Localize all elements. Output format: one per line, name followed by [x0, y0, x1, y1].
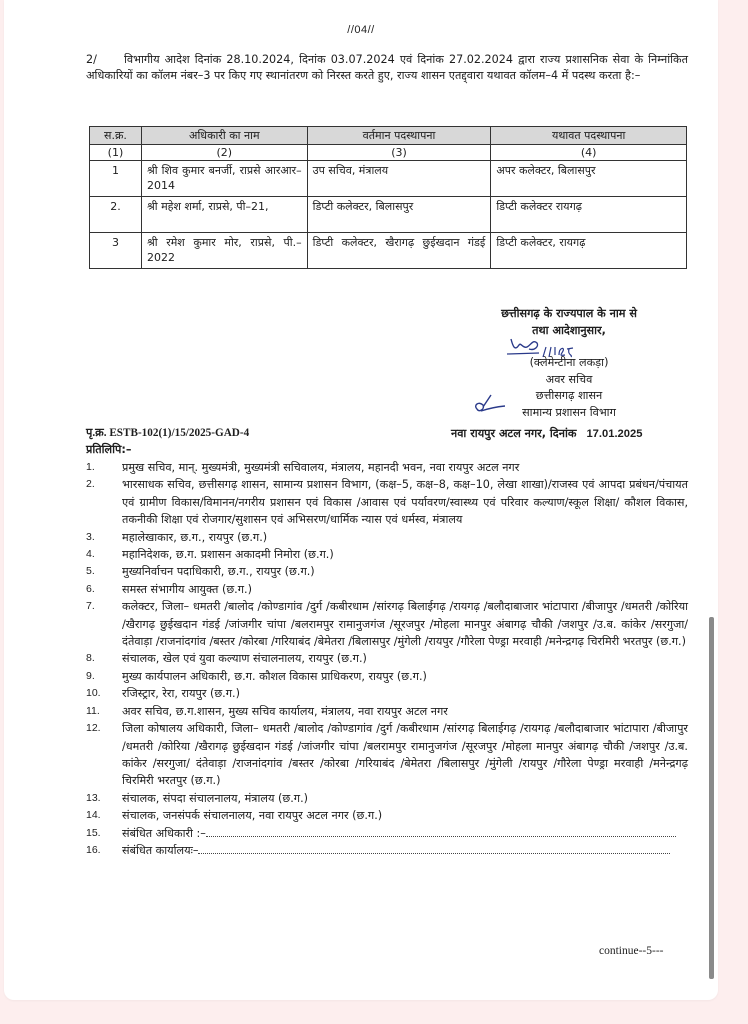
- list-item: 12. जिला कोषालय अधिकारी, जिला– धमतरी /बालोद /कोण्डागांव /दुर्ग /कबीरधाम /सांरगढ़ बिलाईगढ़ /रायगढ़ /बलौदाबाजार भांटापारा /बीजापुर /धमतरी /कोरिया /खैरागढ़ छुईखदान गंडई /जांजगीर चांपा /बलरामपुर रामानुजगंज /सूरजपुर /मोहला मानपुर अंबागढ़ चौकी /जशपुर /उ.ब. कांकेर /सरगुजा/ दंतेवाड़ा /राजनांदगांव /बस्तर /कोरबा /गरियाबंद /बेमेतरा /बिलासपुर /मुंगेली /रायपुर /गौरेला पेण्ड्रा मरवाही /मनेन्द्रगढ़ चिरमिरी भरतपुर (छ.ग.): [86, 722, 688, 788]
- list-item: 10. रजिस्ट्रार, रेरा, रायपुर (छ.ग.): [86, 687, 240, 701]
- cell-officer-name: श्री रमेश कुमार मोर, राप्रसे, पी.–2022: [141, 233, 307, 269]
- list-item: 15. संबंधित अधिकारी :–: [86, 825, 688, 842]
- paragraph-text: विभागीय आदेश दिनांक 28.10.2024, दिनांक 03.07.2024 एवं दिनांक 27.02.2024 द्वारा राज्य प्रशासनिक सेवा के निम्नांकित अधिकारियों का कॉलम नंबर–3 पर किए गए स्थानांतरण को निरस्त करते हुए, राज्य शासन एतद्द्वारा यथावत कॉलम–4 में पदस्थ करता है:–: [86, 53, 688, 82]
- list-item: 4. महानिदेशक, छ.ग. प्रशासन अकादमी निमोरा (छ.ग.): [86, 548, 334, 562]
- scrollbar[interactable]: [709, 617, 714, 979]
- handwritten-signature: [499, 333, 579, 365]
- signatory-department: सामान्य प्रशासन विभाग: [522, 405, 616, 419]
- signatory-designation: अवर सचिव: [545, 372, 593, 386]
- fill-in-line: [198, 843, 670, 854]
- cell-officer-name: श्री शिव कुमार बनर्जी, राप्रसे आरआर–2014: [141, 161, 307, 197]
- cell-current-posting: डिप्टी कलेक्टर, बिलासपुर: [307, 197, 491, 233]
- header-restored-posting: यथावत पदस्थापना: [491, 127, 687, 145]
- col-number: (1): [90, 145, 142, 161]
- table-row: [90, 161, 687, 197]
- list-item: 9. मुख्य कार्यपालन अधिकारी, छ.ग. कौशल विकास प्राधिकरण, रायपुर (छ.ग.): [86, 669, 427, 683]
- copy-label: प्रतिलिपि:–: [86, 443, 132, 456]
- header-current-posting: वर्तमान पदस्थापना: [307, 127, 491, 145]
- cell-serial: 2.: [90, 197, 142, 233]
- list-item: 11. अवर सचिव, छ.ग.शासन, मुख्य सचिव कार्यालय, मंत्रालय, नवा रायपुर अटल नगर: [86, 704, 448, 718]
- signatory-government: छत्तीसगढ़ शासन: [535, 389, 603, 402]
- table-row: [90, 197, 687, 233]
- cell-restored-posting: अपर कलेक्टर, बिलासपुर: [491, 161, 687, 197]
- list-item: 3. महालेखाकार, छ.ग., रायपुर (छ.ग.): [86, 530, 268, 544]
- transfer-table: [89, 126, 687, 269]
- continue-note: continue--5---: [599, 945, 664, 957]
- table-header-row: [90, 127, 687, 145]
- list-item: 2. भारसाधक सचिव, छत्तीसगढ़ शासन, सामान्य प्रशासन विभाग, (कक्ष–5, कक्ष–8, कक्ष–10, लेखा शाखा)/राजस्व एवं आपदा प्रबंधन/पंचायत एवं ग्रामीण विकास/विमानन/नगरीय प्रशासन एवं विकास /आवास एवं पर्यावरण/स्वास्थ्य एवं परिवार कल्याण/स्कूल शिक्षा/ कौशल विकास, तकनीकी शिक्षा एवं रोजगार/सुशासन एवं अभिसरण/धार्मिक न्यास एवं धर्मस्व, मंत्रालय: [86, 478, 688, 527]
- reference-date: 17.01.2025: [586, 428, 643, 440]
- table-row: [90, 233, 687, 269]
- list-item: 8. संचालक, खेल एवं युवा कल्याण संचालनालय, रायपुर (छ.ग.): [86, 652, 367, 666]
- list-item: 5. मुख्यनिर्वाचन पदाधिकारी, छ.ग., रायपुर (छ.ग.): [86, 565, 315, 579]
- cell-restored-posting: डिप्टी कलेक्टर रायगढ़: [491, 197, 687, 233]
- col-number: (4): [491, 145, 687, 161]
- cell-restored-posting: डिप्टी कलेक्टर, रायगढ़: [491, 233, 687, 269]
- fill-in-line: [206, 826, 676, 837]
- col-number: (2): [141, 145, 307, 161]
- list-item: 1. प्रमुख सचिव, मान्. मुख्यमंत्री, मुख्यमंत्री सचिवालय, मंत्रालय, महानदी भवन, नवा रायपुर अटल नगर: [86, 461, 520, 474]
- list-item: 6. समस्त संभागीय आयुक्त (छ.ग.): [86, 582, 252, 596]
- list-item: 7. कलेक्टर, जिला– धमतरी /बालोद /कोण्डागांव /दुर्ग /कबीरधाम /सांरगढ़ बिलाईगढ़ /रायगढ़ /बलौदाबाजार भांटापारा /बीजापुर /धमतरी /कोरिया /खैरागढ़ छुईखदान गंडई /जांजगीर चांपा /बलरामपुर रामानुजगंज /सूरजपुर /मोहला मानपुर अंबागढ़ चौकी /जशपुर /उ.ब. कांकेर /सरगुजा/ दंतेवाड़ा /राजनांदगांव /बस्तर /कोरबा /गरियाबंद /बेमेतरा /बिलासपुर /मुंगेली /रायपुर /गौरेला पेण्ड्रा मरवाही /मनेन्द्रगढ़ चिरमिरी भरतपुर (छ.ग.): [86, 600, 688, 649]
- copy-list: [86, 459, 688, 859]
- order-line: तथा आदेशानुसार,: [532, 323, 606, 337]
- list-item: 14. संचालक, जनसंपर्क संचालनालय, नवा रायपुर अटल नगर (छ.ग.): [86, 809, 383, 823]
- cell-current-posting: उप सचिव, मंत्रालय: [307, 161, 491, 197]
- table-column-number-row: [90, 145, 687, 161]
- initials-signature: [471, 393, 505, 417]
- header-officer-name: अधिकारी का नाम: [141, 127, 307, 145]
- list-item: 16. संबंधित कार्यालयः–: [86, 842, 688, 859]
- reference-place: नवा रायपुर अटल नगर, दिनांक: [451, 427, 577, 440]
- cell-current-posting: डिप्टी कलेक्टर, खैरागढ़ छुईखदान गंडई: [307, 233, 491, 269]
- governor-line: छत्तीसगढ़ के राज्यपाल के नाम से: [501, 307, 637, 320]
- cell-serial: 3: [90, 233, 142, 269]
- paragraph-number: 2/: [86, 53, 97, 66]
- cell-serial: 1: [90, 161, 142, 197]
- order-paragraph: [86, 52, 688, 83]
- reference-place-date: [451, 426, 642, 441]
- col-number: (3): [307, 145, 491, 161]
- list-item: 13. संचालक, संपदा संचालनालय, मंत्रालय (छ.ग.): [86, 791, 308, 805]
- cell-officer-name: श्री महेश शर्मा, राप्रसे, पी–21,: [141, 197, 307, 233]
- reference-number: पृ.क्र. ESTB-102(1)/15/2025-GAD-4: [86, 427, 250, 439]
- document-page: [4, 0, 718, 1000]
- header-serial: स.क्र.: [90, 127, 142, 145]
- signatory-name: (क्लेमेन्टीना लकड़ा): [529, 356, 609, 369]
- page-number: //04//: [347, 24, 375, 36]
